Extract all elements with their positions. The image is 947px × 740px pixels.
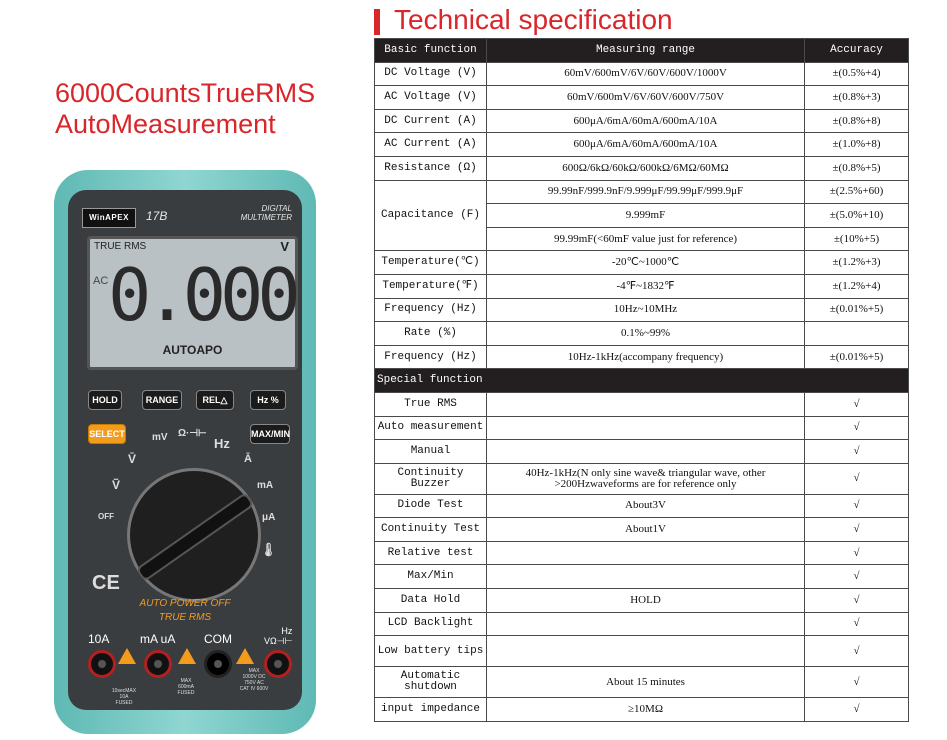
special-function-label: Special function (375, 369, 909, 393)
range-cell: 10Hz-1kHz(accompany frequency) (487, 345, 805, 369)
name-cell: Auto measurement (375, 416, 487, 440)
brand-logo: WinAPEX (82, 208, 136, 228)
range-cell: About3V (487, 494, 805, 518)
name-cell: Continuity Test (375, 518, 487, 542)
table-row (375, 345, 909, 369)
table-row (375, 62, 909, 86)
range-cell: -20℃~1000℃ (487, 251, 805, 275)
range-cell: 600Ω/6kΩ/60kΩ/600kΩ/6MΩ/60MΩ (487, 156, 805, 180)
range-cell: 40Hz-1kHz(N only sine wave& triangular wave, other >200Hzwaveforms are for reference only (487, 463, 805, 494)
accuracy-cell: ±(10%+5) (805, 227, 909, 251)
name-cell: Relative test (375, 541, 487, 565)
accuracy-cell: √ (805, 541, 909, 565)
dial-vdc-label: V̄ (128, 452, 137, 466)
range-cell: About 15 minutes (487, 667, 805, 698)
accuracy-cell: ±(1.0%+8) (805, 133, 909, 157)
accuracy-cell: √ (805, 636, 909, 667)
rel-button[interactable]: REL△ (196, 390, 234, 410)
title-accent-bar (374, 9, 380, 35)
warning-icon (178, 648, 196, 664)
table-row (375, 109, 909, 133)
table-row (375, 392, 909, 416)
jack-10a-label: 10A (88, 632, 110, 646)
table-row (375, 463, 909, 494)
auto-power-off-label: AUTO POWER OFF (139, 598, 231, 609)
range-cell: 600μA/6mA/60mA/600mA/10A (487, 133, 805, 157)
accuracy-cell: √ (805, 463, 909, 494)
dial-hz-label: Hz (214, 436, 230, 451)
model-label: 17B (146, 209, 168, 223)
lcd-display (87, 236, 298, 370)
table-row (375, 180, 909, 204)
table-row (375, 494, 909, 518)
accuracy-cell: √ (805, 565, 909, 589)
accuracy-cell: ±(0.01%+5) (805, 345, 909, 369)
hold-button[interactable]: HOLD (88, 390, 122, 410)
name-cell: input impedance (375, 698, 487, 722)
name-cell: Frequency (Hz) (375, 345, 487, 369)
header-basic-function: Basic function (375, 39, 487, 63)
select-button[interactable]: SELECT (88, 424, 126, 444)
table-row (375, 541, 909, 565)
accuracy-cell: ±(1.2%+4) (805, 274, 909, 298)
accuracy-cell: ±(0.01%+5) (805, 298, 909, 322)
accuracy-cell: ±(0.5%+4) (805, 62, 909, 86)
max-rating-note: MAX 1000V DC 750V AC CAT IV 600V (239, 668, 269, 692)
name-cell: AC Current (A) (375, 133, 487, 157)
name-cell: Data Hold (375, 589, 487, 613)
accuracy-cell: √ (805, 518, 909, 542)
warning-icon (236, 648, 254, 664)
lcd-unit: V (280, 239, 289, 254)
table-row (375, 565, 909, 589)
range-cell: ≥10MΩ (487, 698, 805, 722)
name-cell: DC Voltage (V) (375, 62, 487, 86)
range-cell (487, 612, 805, 636)
range-cell: 10Hz~10MHz (487, 298, 805, 322)
lcd-true-rms: TRUE RMS (94, 241, 147, 252)
name-cell: Continuity Buzzer (375, 463, 487, 494)
jack-com-label: COM (204, 632, 232, 646)
accuracy-cell: √ (805, 494, 909, 518)
name-cell: DC Current (A) (375, 109, 487, 133)
range-cell (487, 541, 805, 565)
accuracy-cell (805, 322, 909, 346)
meter-brand-bar (82, 204, 294, 230)
range-cell: 99.99nF/999.9nF/9.999μF/99.99μF/999.9μF (487, 180, 805, 204)
range-button[interactable]: RANGE (142, 390, 182, 410)
jack-10a[interactable] (88, 650, 116, 678)
header-accuracy: Accuracy (805, 39, 909, 63)
fuse-10a-note: 10secMAX 10A FUSED (111, 688, 137, 706)
table-row (375, 86, 909, 110)
lcd-apo: AUTOAPO (162, 343, 223, 357)
accuracy-cell: √ (805, 589, 909, 613)
range-cell (487, 565, 805, 589)
range-cell: 60mV/600mV/6V/60V/600V/750V (487, 86, 805, 110)
table-row (375, 518, 909, 542)
range-cell: 9.999mF (487, 204, 805, 228)
table-row (375, 636, 909, 667)
range-cell (487, 440, 805, 464)
name-cell: LCD Backlight (375, 612, 487, 636)
accuracy-cell: ±(5.0%+10) (805, 204, 909, 228)
hz-button[interactable]: Hz % (250, 390, 286, 410)
jack-v-label: Hz VΩ⊣⊢ (264, 626, 293, 646)
ce-mark: CE (92, 572, 120, 594)
multimeter-text: MULTIMETER (240, 213, 292, 222)
dial-off-label: OFF (98, 512, 114, 521)
dial-mv-label: mV (152, 432, 168, 443)
true-rms-label: TRUE RMS (158, 612, 212, 623)
name-cell: Frequency (Hz) (375, 298, 487, 322)
jack-maua[interactable] (144, 650, 172, 678)
fuse-ma-note: MAX 600mA FUSED (177, 678, 195, 696)
product-headline (55, 78, 315, 140)
name-cell: True RMS (375, 392, 487, 416)
name-cell: AC Voltage (V) (375, 86, 487, 110)
range-cell: 600μA/6mA/60mA/600mA/10A (487, 109, 805, 133)
name-cell: Diode Test (375, 494, 487, 518)
jack-com[interactable] (204, 650, 232, 678)
special-function-header (375, 369, 909, 393)
table-row (375, 251, 909, 275)
name-cell: Max/Min (375, 565, 487, 589)
range-cell: 99.99mF(<60mF value just for reference) (487, 227, 805, 251)
table-row (375, 440, 909, 464)
lcd-reading: 0.000 (108, 253, 295, 337)
maxmin-button[interactable]: MAX/MIN (250, 424, 290, 444)
rotary-dial[interactable] (127, 468, 261, 602)
headline-line-1: 6000CountsTrueRMS (55, 78, 316, 108)
multimeter-image (54, 170, 316, 734)
table-row (375, 156, 909, 180)
name-cell: Temperature(℉) (375, 274, 487, 298)
table-row (375, 667, 909, 698)
accuracy-cell: √ (805, 440, 909, 464)
dial-ohm-label: Ω·⊣⊢ (178, 428, 207, 439)
name-cell: Manual (375, 440, 487, 464)
range-cell (487, 392, 805, 416)
accuracy-cell: √ (805, 667, 909, 698)
accuracy-cell: ±(1.2%+3) (805, 251, 909, 275)
table-row (375, 274, 909, 298)
dial-ma-label: mA (257, 480, 274, 491)
range-cell: HOLD (487, 589, 805, 613)
spec-title: Technical specification (394, 4, 673, 35)
name-cell: Low battery tips (375, 636, 487, 667)
name-cell: Temperature(℃) (375, 251, 487, 275)
table-row (375, 298, 909, 322)
spec-table (374, 38, 909, 722)
accuracy-cell: ±(0.8%+3) (805, 86, 909, 110)
headline-line-2: AutoMeasurement (55, 109, 276, 139)
lcd-ac: AC (93, 275, 109, 287)
accuracy-cell: ±(2.5%+60) (805, 180, 909, 204)
accuracy-cell: ±(0.8%+8) (805, 109, 909, 133)
dial-pointer (136, 492, 255, 582)
dial-vac-label: Ṽ (112, 478, 121, 492)
dial-adc-label: Ā (244, 453, 252, 465)
dial-ua-label: μA (262, 512, 276, 523)
table-row (375, 589, 909, 613)
thermometer-icon: 🌡 (260, 542, 277, 557)
spec-header-row (375, 39, 909, 63)
table-row (375, 698, 909, 722)
jack-maua-label: mA uA (140, 632, 176, 646)
range-cell (487, 636, 805, 667)
warning-icon (118, 648, 136, 664)
spec-table-body (375, 39, 909, 722)
range-cell: 60mV/600mV/6V/60V/600V/1000V (487, 62, 805, 86)
name-cell: Rate (%) (375, 322, 487, 346)
table-row (375, 612, 909, 636)
name-cell: Resistance (Ω) (375, 156, 487, 180)
range-cell: About1V (487, 518, 805, 542)
table-row (375, 416, 909, 440)
name-cell: Automatic shutdown (375, 667, 487, 698)
table-row (375, 133, 909, 157)
accuracy-cell: √ (805, 698, 909, 722)
accuracy-cell: √ (805, 612, 909, 636)
digital-multimeter-label (241, 204, 292, 222)
range-cell: 0.1%~99% (487, 322, 805, 346)
accuracy-cell: √ (805, 416, 909, 440)
table-row (375, 322, 909, 346)
range-cell (487, 416, 805, 440)
digital-text: DIGITAL (261, 204, 292, 213)
header-measuring-range: Measuring range (487, 39, 805, 63)
accuracy-cell: √ (805, 392, 909, 416)
name-cell: Capacitance (F) (375, 180, 487, 251)
accuracy-cell: ±(0.8%+5) (805, 156, 909, 180)
range-cell: -4℉~1832℉ (487, 274, 805, 298)
